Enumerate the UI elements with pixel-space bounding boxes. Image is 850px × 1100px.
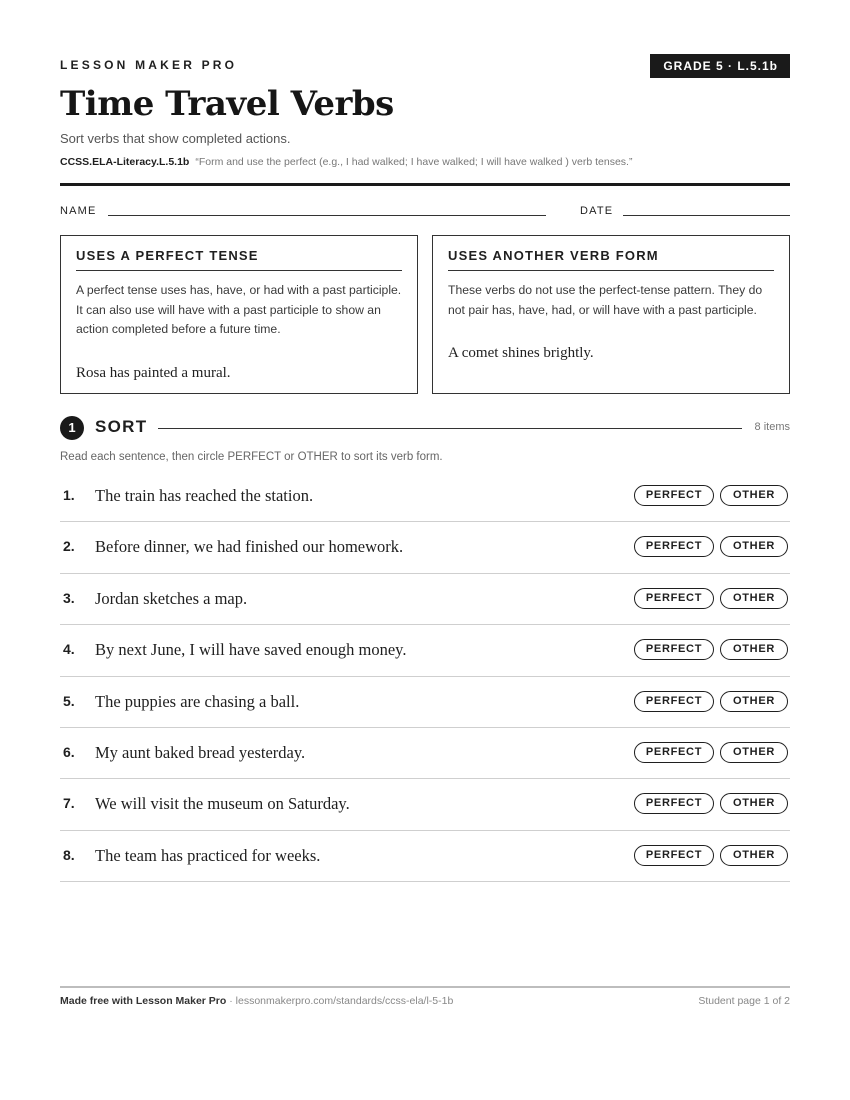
section-number-badge: 1 bbox=[60, 416, 84, 440]
list-item bbox=[60, 831, 790, 882]
page-title: Time Travel Verbs bbox=[60, 84, 394, 124]
other-choice-button[interactable]: OTHER bbox=[720, 691, 788, 712]
box-heading: USES ANOTHER VERB FORM bbox=[448, 248, 774, 271]
date-field[interactable] bbox=[623, 215, 790, 216]
other-choice-button[interactable]: OTHER bbox=[720, 588, 788, 609]
standard-text: “Form and use the perfect (e.g., I had walked; I have walked; I will have walked ) verb tenses.” bbox=[195, 156, 633, 168]
item-number: 1. bbox=[63, 487, 75, 503]
perfect-choice-button[interactable]: PERFECT bbox=[634, 536, 714, 557]
list-item bbox=[60, 677, 790, 728]
other-verb-box bbox=[432, 235, 790, 394]
section-instructions: Read each sentence, then circle PERFECT or OTHER to sort its verb form. bbox=[60, 451, 443, 463]
other-choice-button[interactable]: OTHER bbox=[720, 485, 788, 506]
other-choice-button[interactable]: OTHER bbox=[720, 793, 788, 814]
box-description: A perfect tense uses has, have, or had with a past participle. It can also use will have with a past participle to show an action completed before a future time. bbox=[76, 283, 402, 336]
name-label: NAME bbox=[60, 205, 97, 217]
other-choice-button[interactable]: OTHER bbox=[720, 742, 788, 763]
other-choice-button[interactable]: OTHER bbox=[720, 536, 788, 557]
page-number: Student page 1 of 2 bbox=[698, 995, 790, 1007]
item-number: 7. bbox=[63, 795, 75, 812]
perfect-choice-button[interactable]: PERFECT bbox=[634, 845, 714, 866]
other-choice-button[interactable]: OTHER bbox=[720, 639, 788, 660]
list-item bbox=[60, 574, 790, 625]
list-item bbox=[60, 728, 790, 779]
item-sentence: Before dinner, we had finished our homework. bbox=[95, 537, 404, 557]
standard-line bbox=[60, 156, 632, 168]
box-example: A comet shines brightly. bbox=[448, 345, 594, 361]
footer-url[interactable]: · lessonmakerpro.com/standards/ccss-ela/l-5-1b bbox=[226, 995, 454, 1007]
list-item bbox=[60, 779, 790, 830]
perfect-choice-button[interactable]: PERFECT bbox=[634, 793, 714, 814]
sort-item-list bbox=[60, 471, 790, 882]
date-label: DATE bbox=[580, 205, 614, 217]
item-sentence: The train has reached the station. bbox=[95, 486, 314, 505]
box-description: These verbs do not use the perfect-tense pattern. They do not pair has, have, had, or will have with a past participle. bbox=[448, 283, 763, 317]
item-number: 5. bbox=[63, 692, 75, 709]
perfect-choice-button[interactable]: PERFECT bbox=[634, 691, 714, 712]
perfect-tense-box bbox=[60, 235, 418, 394]
section-divider bbox=[158, 428, 742, 429]
page-subtitle: Sort verbs that show completed actions. bbox=[60, 131, 291, 146]
perfect-choice-button[interactable]: PERFECT bbox=[634, 485, 714, 506]
item-sentence: By next June, I will have saved enough money. bbox=[95, 640, 407, 660]
item-sentence: The puppies are chasing a ball. bbox=[95, 691, 300, 711]
perfect-choice-button[interactable]: PERFECT bbox=[634, 742, 714, 763]
item-count: 8 items bbox=[754, 421, 790, 433]
item-number: 2. bbox=[63, 538, 75, 555]
other-choice-button[interactable]: OTHER bbox=[720, 845, 788, 866]
item-sentence: Jordan sketches a map. bbox=[95, 588, 248, 608]
list-item bbox=[60, 471, 790, 522]
item-number: 3. bbox=[63, 589, 75, 606]
name-field[interactable] bbox=[108, 215, 546, 216]
perfect-choice-button[interactable]: PERFECT bbox=[634, 588, 714, 609]
item-sentence: The team has practiced for weeks. bbox=[95, 845, 321, 865]
list-item bbox=[60, 522, 790, 573]
footer-divider bbox=[60, 986, 790, 988]
list-item bbox=[60, 625, 790, 676]
item-number: 8. bbox=[63, 846, 75, 863]
section-title: SORT bbox=[95, 417, 148, 436]
header-divider bbox=[60, 183, 790, 186]
item-number: 4. bbox=[63, 641, 75, 658]
grade-badge: GRADE 5 · L.5.1b bbox=[650, 54, 790, 78]
footer-credit bbox=[60, 995, 453, 1007]
perfect-choice-button[interactable]: PERFECT bbox=[634, 639, 714, 660]
brand-name: LESSON MAKER PRO bbox=[60, 58, 238, 72]
standard-code: CCSS.ELA-Literacy.L.5.1b bbox=[60, 156, 190, 168]
item-number: 6. bbox=[63, 743, 75, 760]
box-example: Rosa has painted a mural. bbox=[76, 365, 231, 381]
item-sentence: My aunt baked bread yesterday. bbox=[95, 742, 306, 762]
footer-made-with: Made free with Lesson Maker Pro bbox=[60, 995, 227, 1007]
item-sentence: We will visit the museum on Saturday. bbox=[95, 794, 350, 814]
box-heading: USES A PERFECT TENSE bbox=[76, 248, 402, 271]
